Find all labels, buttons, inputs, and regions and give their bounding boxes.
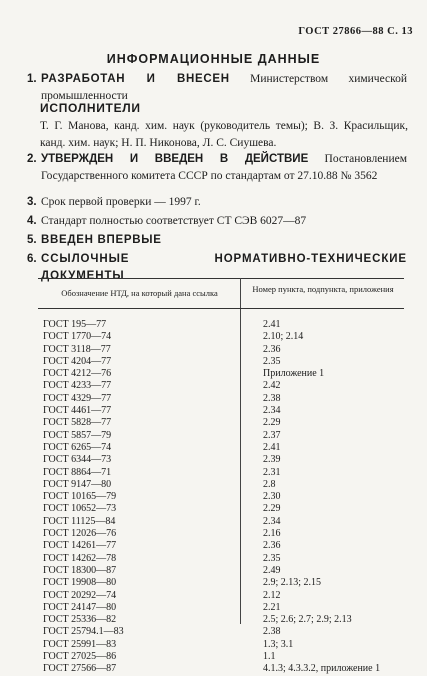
item-number: 4. xyxy=(27,215,37,227)
clause-reference: 2.35 xyxy=(263,552,281,564)
document-designation: ГОСТ 18300—87 xyxy=(43,564,117,576)
table-header-rule xyxy=(38,308,404,309)
executors-heading: ИСПОЛНИТЕЛИ xyxy=(40,101,141,115)
table-row xyxy=(43,590,403,602)
item-lead: РАЗРАБОТАН И ВНЕСЕН xyxy=(41,73,230,85)
item-review xyxy=(27,194,407,211)
document-designation: ГОСТ 25336—82 xyxy=(43,614,117,626)
clause-reference: 2.31 xyxy=(263,466,281,478)
table-row xyxy=(43,319,403,331)
document-designation: ГОСТ 19908—80 xyxy=(43,577,117,589)
table-row xyxy=(43,528,403,540)
clause-reference: 2.8 xyxy=(263,478,276,490)
clause-reference: 2.9; 2.13; 2.15 xyxy=(263,577,322,589)
item-approved xyxy=(27,151,407,185)
item-lead: ВВЕДЕН ВПЕРВЫЕ xyxy=(41,234,162,246)
document-designation: ГОСТ 20292—74 xyxy=(43,589,117,601)
table-header-document: Обозначение НТД, на который дана ссылка xyxy=(61,288,218,298)
clause-reference: 2.36 xyxy=(263,540,281,552)
document-designation: ГОСТ 11125—84 xyxy=(43,515,116,527)
table-row xyxy=(43,614,403,626)
page-title: ИНФОРМАЦИОННЫЕ ДАННЫЕ xyxy=(106,52,321,66)
table-top-rule xyxy=(38,278,404,279)
clause-reference: 2.29 xyxy=(263,417,281,429)
document-designation: ГОСТ 27025—86 xyxy=(43,651,117,663)
table-row xyxy=(43,454,403,466)
table-row xyxy=(43,344,403,356)
document-designation: ГОСТ 4233—77 xyxy=(43,380,112,392)
clause-reference: 2.38 xyxy=(263,392,281,404)
item-compliance xyxy=(27,213,407,230)
document-designation: ГОСТ 4204—77 xyxy=(43,355,112,367)
clause-reference: 2.5; 2.6; 2.7; 2.9; 2.13 xyxy=(263,614,352,626)
clause-reference: 2.41 xyxy=(263,319,281,330)
item-references xyxy=(27,251,407,285)
table-row xyxy=(43,368,403,380)
table-row xyxy=(43,639,403,651)
document-designation: ГОСТ 6265—74 xyxy=(43,441,112,453)
clause-reference: 2.10; 2.14 xyxy=(263,331,304,343)
document-designation: ГОСТ 4212—76 xyxy=(43,368,112,380)
clause-reference: 1.1 xyxy=(263,651,276,663)
document-designation: ГОСТ 14261—77 xyxy=(43,540,117,552)
clause-reference: 2.36 xyxy=(263,343,281,355)
document-designation: ГОСТ 6344—73 xyxy=(43,454,112,466)
document-designation: ГОСТ 3118—77 xyxy=(43,343,111,355)
document-designation: ГОСТ 5857—79 xyxy=(43,429,112,441)
table-row xyxy=(43,380,403,392)
table-row xyxy=(43,626,403,638)
item-text: Срок первой проверки — 1997 г. xyxy=(41,196,201,208)
table-row xyxy=(43,491,403,503)
table-row xyxy=(43,540,403,552)
table-row xyxy=(43,417,403,429)
item-lead: ССЫЛОЧНЫЕ НОРМАТИВНО-ТЕХНИЧЕСКИЕ ДОКУМЕНТЫ xyxy=(41,253,407,282)
clause-reference: 2.49 xyxy=(263,564,281,576)
clause-reference: 2.21 xyxy=(263,601,281,613)
clause-reference: 2.12 xyxy=(263,589,281,601)
document-designation: ГОСТ 27566—87 xyxy=(43,663,117,675)
document-designation: ГОСТ 12026—76 xyxy=(43,528,117,540)
document-designation: ГОСТ 5828—77 xyxy=(43,417,112,429)
table-row xyxy=(43,503,403,515)
page-header: ГОСТ 27866—88 С. 13 xyxy=(298,26,413,37)
document-designation: ГОСТ 4461—77 xyxy=(43,405,112,417)
clause-reference: 2.34 xyxy=(263,405,281,417)
table-row xyxy=(43,553,403,565)
clause-reference: 2.35 xyxy=(263,355,281,367)
document-designation: ГОСТ 10652—73 xyxy=(43,503,117,515)
item-text: Стандарт полностью соответствует СТ СЭВ 6027—87 xyxy=(41,215,307,227)
clause-reference: 2.42 xyxy=(263,380,281,392)
table-row xyxy=(43,479,403,491)
table-row xyxy=(43,516,403,528)
table-row xyxy=(43,393,403,405)
document-designation: ГОСТ 4329—77 xyxy=(43,392,112,404)
clause-reference: 2.37 xyxy=(263,429,281,441)
table-row xyxy=(43,467,403,479)
document-designation: ГОСТ 8864—71 xyxy=(43,466,112,478)
item-number: 6. xyxy=(27,253,37,265)
clause-reference: 1.3; 3.1 xyxy=(263,638,294,650)
item-text: Постановлением Государственного комитета СССР по стандартам от 27.10.88 № 3562 xyxy=(41,153,407,182)
clause-reference: 2.41 xyxy=(263,441,281,453)
table-row xyxy=(43,602,403,614)
clause-reference: 2.34 xyxy=(263,515,281,527)
table-row xyxy=(43,331,403,343)
clause-reference: 2.16 xyxy=(263,528,281,540)
item-number: 1. xyxy=(27,73,37,85)
item-text: Министерством химической промышленности xyxy=(41,73,407,102)
table-header-reference: Номер пункта, подпункта, приложения xyxy=(252,284,394,294)
document-designation: ГОСТ 195—77 xyxy=(43,319,107,330)
clause-reference: 4.1.3; 4.3.3.2, приложение 1 xyxy=(263,663,381,675)
clause-reference: 2.38 xyxy=(263,626,281,638)
document-designation: ГОСТ 25991—83 xyxy=(43,638,117,650)
table-row xyxy=(43,442,403,454)
table-row xyxy=(43,405,403,417)
document-designation: ГОСТ 25794.1—83 xyxy=(43,626,124,638)
document-designation: ГОСТ 24147—80 xyxy=(43,601,117,613)
item-developed xyxy=(27,71,407,105)
document-designation: ГОСТ 9147—80 xyxy=(43,478,112,490)
item-number: 5. xyxy=(27,234,37,246)
clause-reference: 2.30 xyxy=(263,491,281,503)
table-row xyxy=(43,577,403,589)
table-row xyxy=(43,356,403,368)
table-row xyxy=(43,565,403,577)
item-number: 3. xyxy=(27,196,37,208)
clause-reference: 2.29 xyxy=(263,503,281,515)
document-designation: ГОСТ 1770—74 xyxy=(43,331,112,343)
table-row xyxy=(43,663,403,675)
document-designation: ГОСТ 14262—78 xyxy=(43,552,117,564)
executors-list: Т. Г. Манова, канд. хим. наук (руководитель темы); В. З. Красильщик, канд. хим. наук; Н. П. Никонова, Л. С. Сиушева. xyxy=(40,120,408,149)
item-lead: УТВЕРЖДЕН И ВВЕДЕН В ДЕЙСТВИЕ xyxy=(41,153,309,165)
document-designation: ГОСТ 10165—79 xyxy=(43,491,117,503)
table-row xyxy=(43,430,403,442)
item-introduced xyxy=(27,232,407,249)
table-row xyxy=(43,651,403,663)
clause-reference: 2.39 xyxy=(263,454,281,466)
item-number: 2. xyxy=(27,153,37,165)
table-body xyxy=(43,319,403,676)
clause-reference: Приложение 1 xyxy=(263,368,325,380)
